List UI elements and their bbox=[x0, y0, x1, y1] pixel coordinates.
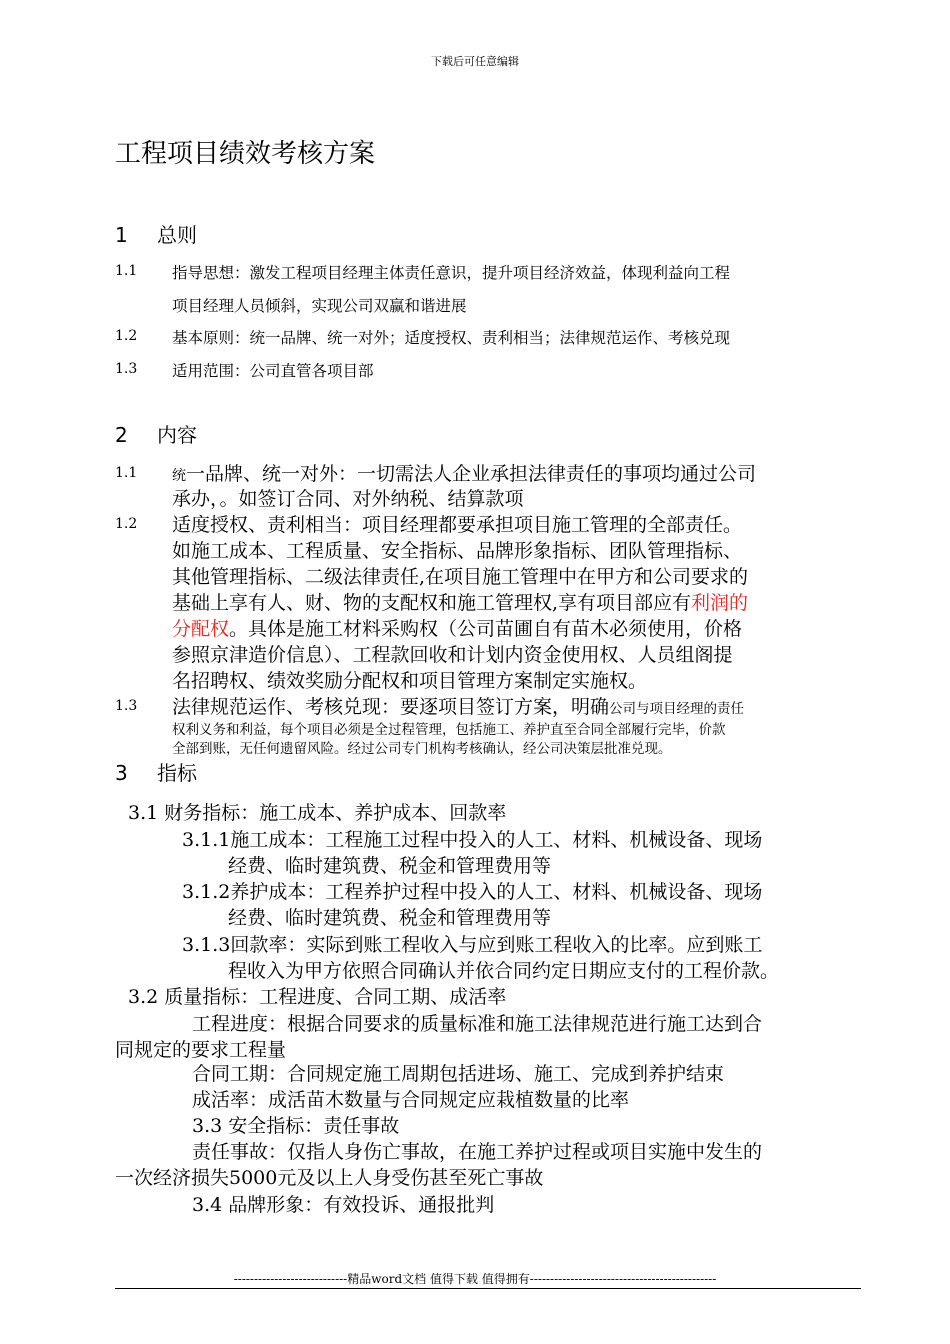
paragraph-line: 3.1.3回款率：实际到账工程收入与应到账工程收入的比率。应到账工 bbox=[182, 934, 763, 956]
paragraph-line: 成活率：成活苗木数量与合同规定应栽植数量的比率 bbox=[192, 1089, 630, 1111]
small-text: 统 bbox=[172, 468, 186, 484]
page-footer: ----------------------------精品word文档 值得下载 值得拥有---------------------------------------------- bbox=[233, 1272, 717, 1286]
paragraph-line bbox=[172, 614, 742, 641]
item-number: 1.3 bbox=[115, 361, 138, 377]
paragraph-line: 指导思想：激发工程项目经理主体责任意识，提升项目经济效益，体现利益向工程 bbox=[172, 264, 731, 282]
paragraph-line: 3.4 品牌形象：有效投诉、通报批判 bbox=[192, 1194, 495, 1216]
highlighted-text: 分配权 bbox=[172, 618, 230, 640]
document-title: 工程项目绩效考核方案 bbox=[115, 139, 376, 169]
paragraph-line: 程收入为甲方依照合同确认并依合同约定日期应支付的工程价款。 bbox=[228, 960, 780, 982]
paragraph-line: 工程进度：根据合同要求的质量标准和施工法律规范进行施工达到合 bbox=[192, 1013, 763, 1035]
section-title: 内容 bbox=[157, 423, 197, 447]
section-2-heading bbox=[115, 419, 197, 448]
paragraph-line: 适度授权、责利相当：项目经理都要承担项目施工管理的全部责任。 bbox=[172, 514, 743, 536]
paragraph-line bbox=[172, 459, 756, 486]
highlighted-text: 利润的 bbox=[691, 592, 749, 614]
text-run: 基础上享有人、财、物的支配权和施工管理权,享有项目部应有 bbox=[172, 592, 692, 614]
section-1-heading bbox=[115, 219, 197, 248]
section-title: 总则 bbox=[157, 223, 197, 247]
paragraph-line: 3.3 安全指标：责任事故 bbox=[192, 1115, 400, 1137]
text-run: 一品牌、统一对外：一切需法人企业承担法律责任的事项均通过公司 bbox=[186, 463, 757, 485]
paragraph-line: 名招聘权、绩效奖励分配权和项目管理方案制定实施权。 bbox=[172, 670, 648, 692]
section-title: 指标 bbox=[157, 761, 197, 785]
paragraph-line: 责任事故：仅指人身伤亡事故，在施工养护过程或项目实施中发生的 bbox=[192, 1141, 763, 1163]
paragraph-line: 3.1.1施工成本：工程施工过程中投入的人工、材料、机械设备、现场 bbox=[182, 829, 763, 851]
small-text: 公司与项目经理的责任 bbox=[609, 701, 745, 717]
paragraph-line: 适用范围：公司直管各项目部 bbox=[172, 362, 374, 380]
item-number: 1.1 bbox=[115, 465, 138, 481]
footer-divider bbox=[115, 1288, 861, 1289]
section-3-heading bbox=[115, 757, 197, 786]
paragraph-line: 其他管理指标、二级法律责任,在项目施工管理中在甲方和公司要求的 bbox=[172, 566, 749, 588]
paragraph-line: 如施工成本、工程质量、安全指标、品牌形象指标、团队管理指标、 bbox=[172, 540, 743, 562]
text-run: 。具体是施工材料采购权（公司苗圃自有苗木必须使用，价格 bbox=[229, 618, 743, 640]
paragraph-line: 经费、临时建筑费、税金和管理费用等 bbox=[228, 907, 552, 929]
item-number: 1.1 bbox=[115, 263, 138, 279]
text-run: 法律规范运作、考核兑现：要逐项目签订方案，明确 bbox=[172, 696, 610, 718]
paragraph-line bbox=[172, 692, 744, 719]
paragraph-line: 基本原则：统一品牌、统一对外；适度授权、责利相当；法律规范运作、考核兑现 bbox=[172, 329, 731, 347]
paragraph-line bbox=[172, 588, 748, 615]
paragraph-line: 同规定的要求工程量 bbox=[115, 1039, 287, 1061]
paragraph-line: 一次经济损失5000元及以上人身受伤甚至死亡事故 bbox=[115, 1167, 544, 1189]
paragraph-line: 3.1 财务指标：施工成本、养护成本、回款率 bbox=[128, 802, 507, 824]
item-number: 1.2 bbox=[115, 516, 138, 532]
item-number: 1.2 bbox=[115, 328, 138, 344]
paragraph-line: 参照京津造价信息）、工程款回收和计划内资金使用权、人员组阁提 bbox=[172, 644, 733, 666]
paragraph-line: 项目经理人员倾斜，实现公司双赢和谐进展 bbox=[172, 297, 467, 315]
paragraph-line: 3.2 质量指标：工程进度、合同工期、成活率 bbox=[128, 986, 507, 1008]
section-number: 3 bbox=[115, 761, 128, 785]
section-number: 2 bbox=[115, 423, 128, 447]
paragraph-line: 权利义务和利益，每个项目必须是全过程管理，包括施工、养护直至合同全部履行完毕，价款 bbox=[172, 722, 726, 738]
page-header: 下载后可任意编辑 bbox=[431, 55, 519, 68]
paragraph-line: 承办，。如签订合同、对外纳税、结算款项 bbox=[172, 488, 524, 510]
item-number: 1.3 bbox=[115, 698, 138, 714]
paragraph-line: 经费、临时建筑费、税金和管理费用等 bbox=[228, 855, 552, 877]
paragraph-line: 3.1.2养护成本：工程养护过程中投入的人工、材料、机械设备、现场 bbox=[182, 881, 763, 903]
paragraph-line: 合同工期：合同规定施工周期包括进场、施工、完成到养护结束 bbox=[192, 1063, 725, 1085]
section-number: 1 bbox=[115, 223, 128, 247]
paragraph-line: 全部到账，无任何遗留风险。经过公司专门机构考核确认，经公司决策层批准兑现。 bbox=[172, 741, 672, 757]
